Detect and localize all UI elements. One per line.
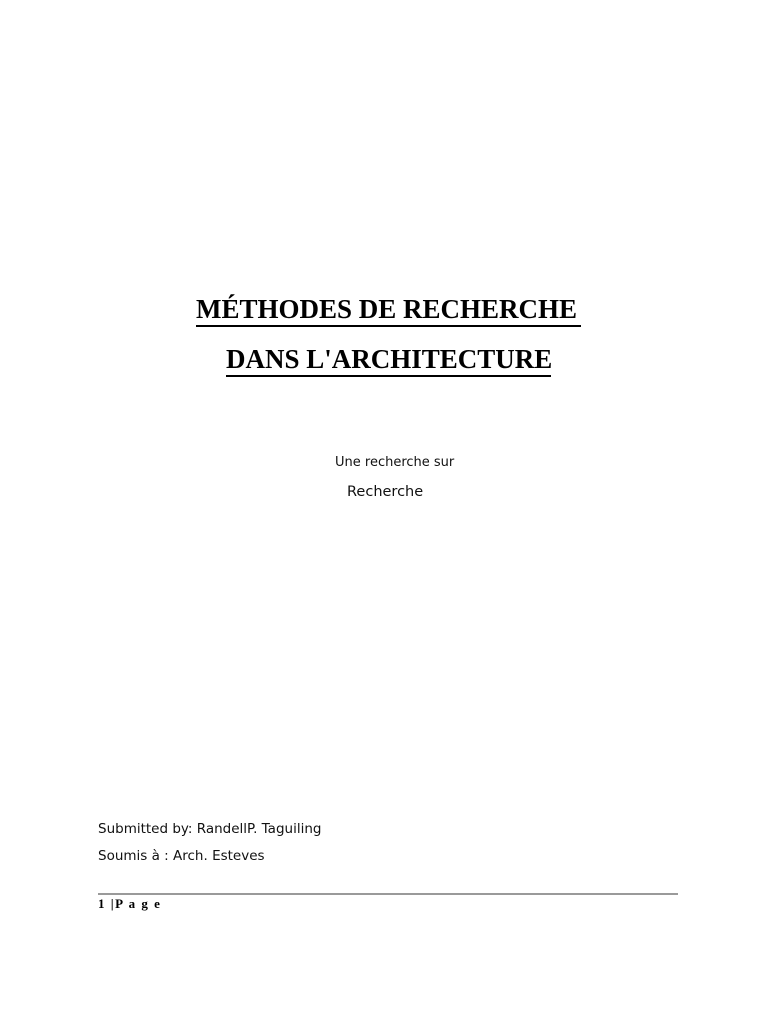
page-number-label: 1 |P a g e — [98, 896, 162, 911]
title-underline-1 — [196, 325, 581, 327]
title-underline-2 — [226, 375, 551, 377]
document-title-line-1: MÉTHODES DE RECHERCHE — [196, 294, 578, 324]
footer-divider — [98, 893, 678, 895]
submitted-by-line: Submitted by: RandellP. Taguiling — [98, 821, 322, 837]
submitted-to-line: Soumis à : Arch. Esteves — [98, 848, 265, 864]
subtitle-intro: Une recherche sur — [335, 455, 455, 470]
document-title-line-2: DANS L'ARCHITECTURE — [226, 344, 553, 374]
subtitle-topic: Recherche — [347, 484, 424, 500]
